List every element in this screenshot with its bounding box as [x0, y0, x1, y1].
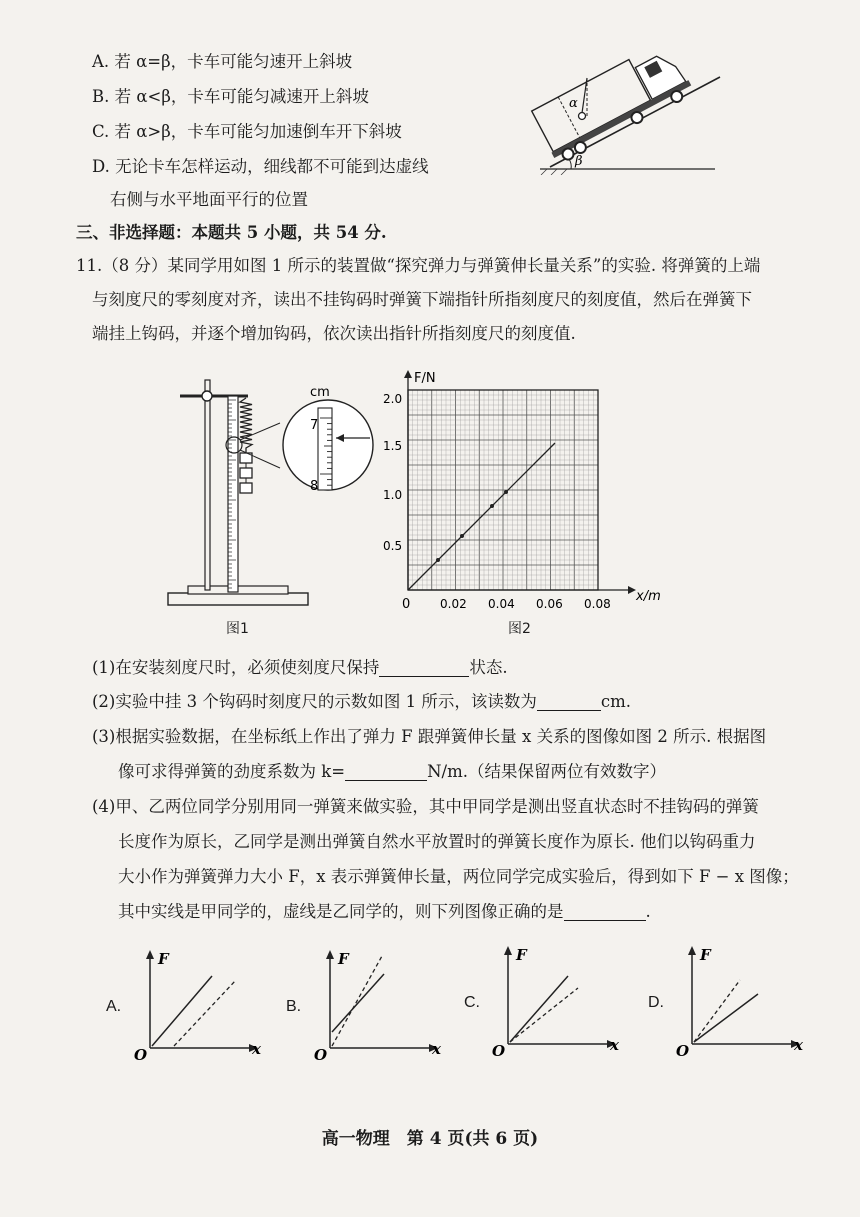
option-b: B. 若 α<β，卡车可能匀减速开上斜坡	[92, 87, 369, 106]
figure1-apparatus	[160, 368, 380, 618]
choice-b-label[interactable]: B.	[286, 998, 302, 1015]
ytick-1.0: 1.0	[383, 488, 403, 502]
choice-d-label[interactable]: D.	[648, 994, 664, 1011]
choice-c-F: F	[516, 946, 527, 964]
figure1-caption: 图1	[226, 621, 249, 637]
choice-c-x: x	[610, 1036, 619, 1054]
part4-line4: 其中实线是甲同学的，虚线是乙同学的，则下列图像正确的是 .	[118, 902, 651, 921]
choice-a-F: F	[158, 950, 169, 968]
part2: (2)实验中挂 3 个钩码时刻度尺的示数如图 1 所示，该读数为 cm.	[92, 692, 631, 711]
zoom-unit-cm: cm	[310, 385, 330, 400]
choice-b-x: x	[432, 1040, 441, 1058]
xtick-0.08: 0.08	[584, 597, 611, 611]
choice-d-F: F	[700, 946, 711, 964]
option-c: C. 若 α>β，卡车可能匀加速倒车开下斜坡	[92, 122, 402, 141]
truck-slope-figure	[525, 45, 725, 175]
ytick-1.5: 1.5	[383, 439, 403, 453]
choice-a-x: x	[252, 1040, 261, 1058]
choice-b-O: O	[314, 1046, 328, 1063]
xtick-0.02: 0.02	[440, 597, 467, 611]
choice-d-graph[interactable]	[672, 944, 812, 1059]
xtick-0.06: 0.06	[536, 597, 563, 611]
figure2-caption: 图2	[508, 621, 531, 637]
beta-label: β	[575, 154, 583, 169]
answer-blank-3[interactable]	[345, 762, 427, 781]
graph-origin: 0	[402, 597, 411, 612]
section-heading: 三、非选择题：本题共 5 小题，共 54 分.	[76, 223, 387, 242]
zoom-tick-7: 7	[310, 418, 319, 433]
choice-b-graph[interactable]	[310, 948, 450, 1063]
option-d-line1: D. 无论卡车怎样运动，细线都不可能到达虚线	[92, 157, 429, 176]
part4-line3: 大小作为弹簧弹力大小 F，x 表示弹簧伸长量，两位同学完成实验后，得到如下 F − x 图像；	[118, 867, 799, 886]
zoom-tick-8: 8	[310, 479, 319, 494]
figure2-graph	[370, 368, 670, 616]
answer-blank-4[interactable]	[564, 902, 646, 921]
graph-ylabel: F/N	[414, 371, 436, 386]
choice-a-graph[interactable]	[130, 948, 270, 1063]
page-footer: 高一物理 第 4 页(共 6 页)	[321, 1129, 539, 1149]
ytick-2.0: 2.0	[383, 392, 403, 406]
q11-intro-line2: 与刻度尺的零刻度对齐，读出不挂钩码时弹簧下端指针所指刻度尺的刻度值，然后在弹簧下	[92, 290, 752, 309]
option-a: A. 若 α=β，卡车可能匀速开上斜坡	[92, 52, 353, 71]
alpha-label: α	[569, 96, 578, 111]
q11-intro-line3: 端挂上钩码，并逐个增加钩码，依次读出指针所指刻度尺的刻度值.	[92, 324, 576, 343]
option-d-line2: 右侧与水平地面平行的位置	[110, 190, 308, 209]
part4-line2: 长度作为原长，乙同学是测出弹簧自然水平放置时的弹簧长度作为原长. 他们以钩码重力	[118, 832, 756, 851]
answer-blank-2[interactable]	[537, 692, 601, 711]
choice-a-O: O	[134, 1046, 148, 1063]
graph-xlabel: x/m	[636, 589, 661, 604]
choice-c-O: O	[492, 1042, 506, 1059]
ytick-0.5: 0.5	[383, 539, 403, 553]
part3-line1: (3)根据实验数据，在坐标纸上作出了弹力 F 跟弹簧伸长量 x 关系的图像如图 2 所示. 根据图	[92, 727, 767, 746]
choice-d-O: O	[676, 1042, 690, 1059]
choice-d-x: x	[794, 1036, 803, 1054]
choice-b-F: F	[338, 950, 349, 968]
choice-c-label[interactable]: C.	[464, 994, 480, 1011]
part4-line1: (4)甲、乙两位同学分别用同一弹簧来做实验，其中甲同学是测出竖直状态时不挂钩码的弹簧	[92, 797, 759, 816]
q11-intro-line1: 11.（8 分）某同学用如图 1 所示的装置做“探究弹力与弹簧伸长量关系”的实验. 将弹簧的上端	[76, 256, 761, 275]
choice-c-graph[interactable]	[488, 944, 628, 1059]
answer-blank-1[interactable]	[379, 658, 469, 677]
part1: (1)在安装刻度尺时，必须使刻度尺保持 状态.	[92, 658, 508, 677]
choice-a-label[interactable]: A.	[106, 998, 122, 1015]
part3-line2: 像可求得弹簧的劲度系数为 k= N/m.（结果保留两位有效数字）	[118, 762, 666, 781]
xtick-0.04: 0.04	[488, 597, 515, 611]
